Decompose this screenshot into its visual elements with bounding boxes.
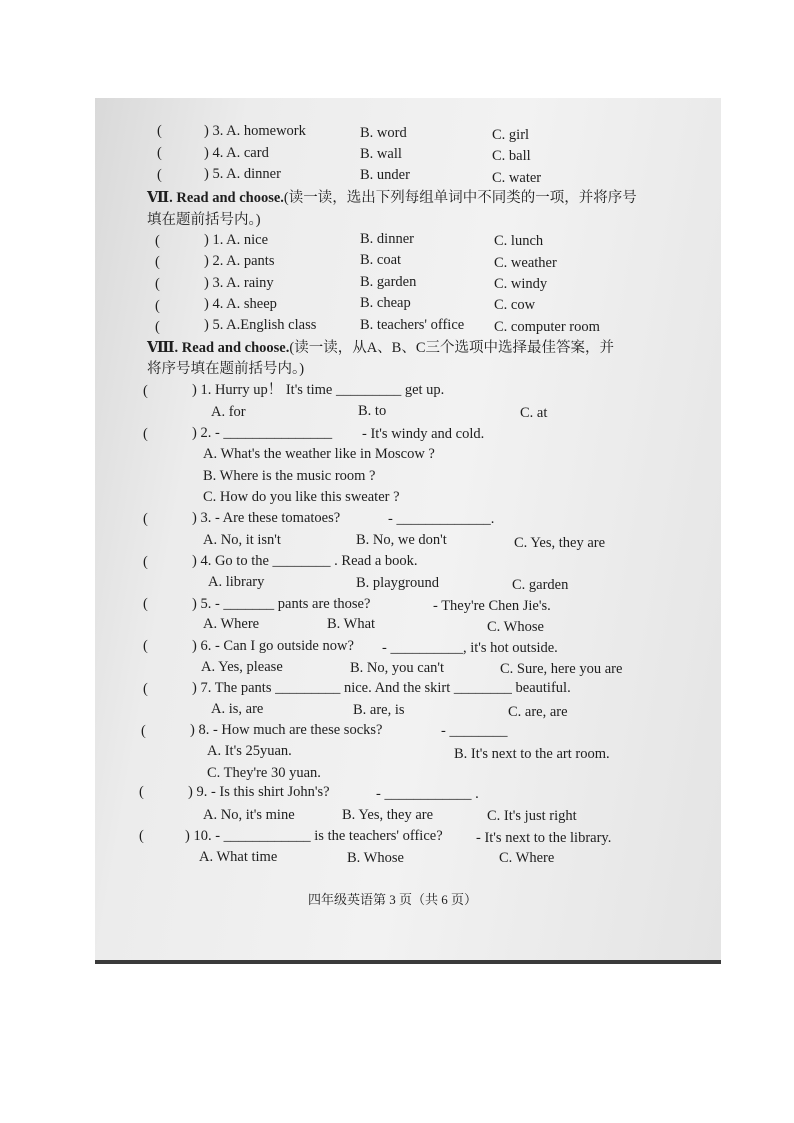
option-c: C. They're 30 yuan. xyxy=(207,765,321,781)
answer-paren: ( xyxy=(143,511,148,527)
question-item: ) 5. A.English class xyxy=(204,317,317,333)
option-c: C. Yes, they are xyxy=(514,535,606,551)
question-stem: ) 10. - ____________ is the teachers' office? xyxy=(185,828,443,844)
answer-paren: ( xyxy=(143,638,148,654)
answer-paren: ( xyxy=(143,596,148,612)
question-stem: ) 3. - Are these tomatoes? xyxy=(192,510,341,526)
question-answer: - _____________. xyxy=(388,511,495,527)
question-item: ) 5. A. dinner xyxy=(204,166,281,182)
answer-paren: ( xyxy=(155,319,160,335)
option-b: B. Yes, they are xyxy=(342,807,434,823)
option-b: B. playground xyxy=(356,575,439,591)
option-c: C. cow xyxy=(494,297,536,313)
question-answer: - ________ xyxy=(441,723,508,739)
option-a: A. What's the weather like in Moscow ? xyxy=(203,446,435,462)
question-item: ) 4. A. card xyxy=(204,145,269,161)
page-footer: 四年级英语第 3 页（共 6 页） xyxy=(308,892,478,907)
question-answer: - __________, it's hot outside. xyxy=(382,640,558,656)
answer-paren: ( xyxy=(157,123,162,139)
option-a: A. is, are xyxy=(211,701,264,717)
question-stem: ) 6. - Can I go outside now? xyxy=(192,638,354,654)
question-item: ) 4. A. sheep xyxy=(204,296,277,312)
option-b: B. Whose xyxy=(347,850,404,866)
question-stem: ) 7. The pants _________ nice. And the skirt ________ beautiful. xyxy=(192,680,571,696)
answer-paren: ( xyxy=(143,554,148,570)
answer-paren: ( xyxy=(139,784,144,800)
option-c: C. Sure, here you are xyxy=(500,661,623,677)
option-b: B. to xyxy=(358,403,387,419)
option-c: C. computer room xyxy=(494,319,600,335)
option-b: B. word xyxy=(360,125,407,141)
section7-heading-line2: 填在题前括号内。) xyxy=(147,212,261,228)
option-a: A. What time xyxy=(199,849,278,865)
option-a: A. Yes, please xyxy=(201,659,283,675)
question-item: ) 2. A. pants xyxy=(204,253,275,269)
option-c: C. Where xyxy=(499,850,555,866)
option-b: B. dinner xyxy=(360,231,414,247)
answer-paren: ( xyxy=(143,681,148,697)
option-c: C. at xyxy=(520,405,548,421)
option-b: B. under xyxy=(360,167,410,183)
option-b: B. are, is xyxy=(353,702,405,718)
question-answer: - It's next to the library. xyxy=(476,830,612,846)
option-c: C. weather xyxy=(494,255,557,271)
option-b: B. Where is the music room ? xyxy=(203,468,376,484)
answer-paren: ( xyxy=(143,426,148,442)
option-b: B. cheap xyxy=(360,295,411,311)
option-b: B. What xyxy=(327,616,376,632)
option-c: C. girl xyxy=(492,127,530,143)
question-item: ) 3. A. homework xyxy=(204,123,306,139)
question-answer: - ____________ . xyxy=(376,786,479,802)
option-a: A. It's 25yuan. xyxy=(207,743,292,759)
question-item: ) 1. A. nice xyxy=(204,232,269,248)
answer-paren: ( xyxy=(155,254,160,270)
question-stem: ) 2. - _______________ xyxy=(192,425,333,441)
option-b: B. coat xyxy=(360,252,402,268)
option-a: A. library xyxy=(208,574,265,590)
question-item: ) 3. A. rainy xyxy=(204,275,274,291)
question-stem: ) 4. Go to the ________ . Read a book. xyxy=(192,553,418,569)
option-c: C. are, are xyxy=(508,704,568,720)
question-stem: ) 1. Hurry up！ It's time _________ get up. xyxy=(192,382,445,398)
answer-paren: ( xyxy=(155,298,160,314)
answer-paren: ( xyxy=(139,828,144,844)
option-b: B. wall xyxy=(360,146,402,162)
answer-paren: ( xyxy=(141,723,146,739)
answer-paren: ( xyxy=(157,145,162,161)
option-b: B. No, we don't xyxy=(356,532,447,548)
question-answer: - It's windy and cold. xyxy=(362,426,485,442)
option-a: A. No, it's mine xyxy=(203,807,295,823)
option-c: C. Whose xyxy=(487,619,544,635)
option-a: A. No, it isn't xyxy=(203,532,281,548)
answer-paren: ( xyxy=(143,383,148,399)
option-c: C. It's just right xyxy=(487,808,577,824)
answer-paren: ( xyxy=(157,167,162,183)
option-c: C. How do you like this sweater ? xyxy=(203,489,400,505)
answer-paren: ( xyxy=(155,233,160,249)
section8-heading: Ⅷ. Read and choose.(读一读，从A、B、C三个选项中选择最佳答案，并 xyxy=(147,340,615,356)
question-stem: ) 8. - How much are these socks? xyxy=(190,722,383,738)
question-answer: - They're Chen Jie's. xyxy=(433,598,551,614)
page-edge-shadow xyxy=(95,960,721,964)
option-b: B. teachers' office xyxy=(360,317,465,333)
option-b: B. It's next to the art room. xyxy=(454,746,610,762)
option-a: A. for xyxy=(211,404,246,420)
option-b: B. No, you can't xyxy=(350,660,445,676)
question-stem: ) 5. - _______ pants are those? xyxy=(192,596,371,612)
option-c: C. garden xyxy=(512,577,569,593)
option-c: C. ball xyxy=(492,148,531,164)
option-c: C. windy xyxy=(494,276,548,292)
option-a: A. Where xyxy=(203,616,260,632)
answer-paren: ( xyxy=(155,276,160,292)
option-c: C. water xyxy=(492,170,542,186)
section8-heading-line2: 将序号填在题前括号内。) xyxy=(147,361,305,377)
question-stem: ) 9. - Is this shirt John's? xyxy=(188,784,330,800)
section7-heading: Ⅶ. Read and choose.(读一读，选出下列每组单词中不同类的一项，并将序号 xyxy=(147,190,637,206)
option-c: C. lunch xyxy=(494,233,544,249)
option-b: B. garden xyxy=(360,274,417,290)
